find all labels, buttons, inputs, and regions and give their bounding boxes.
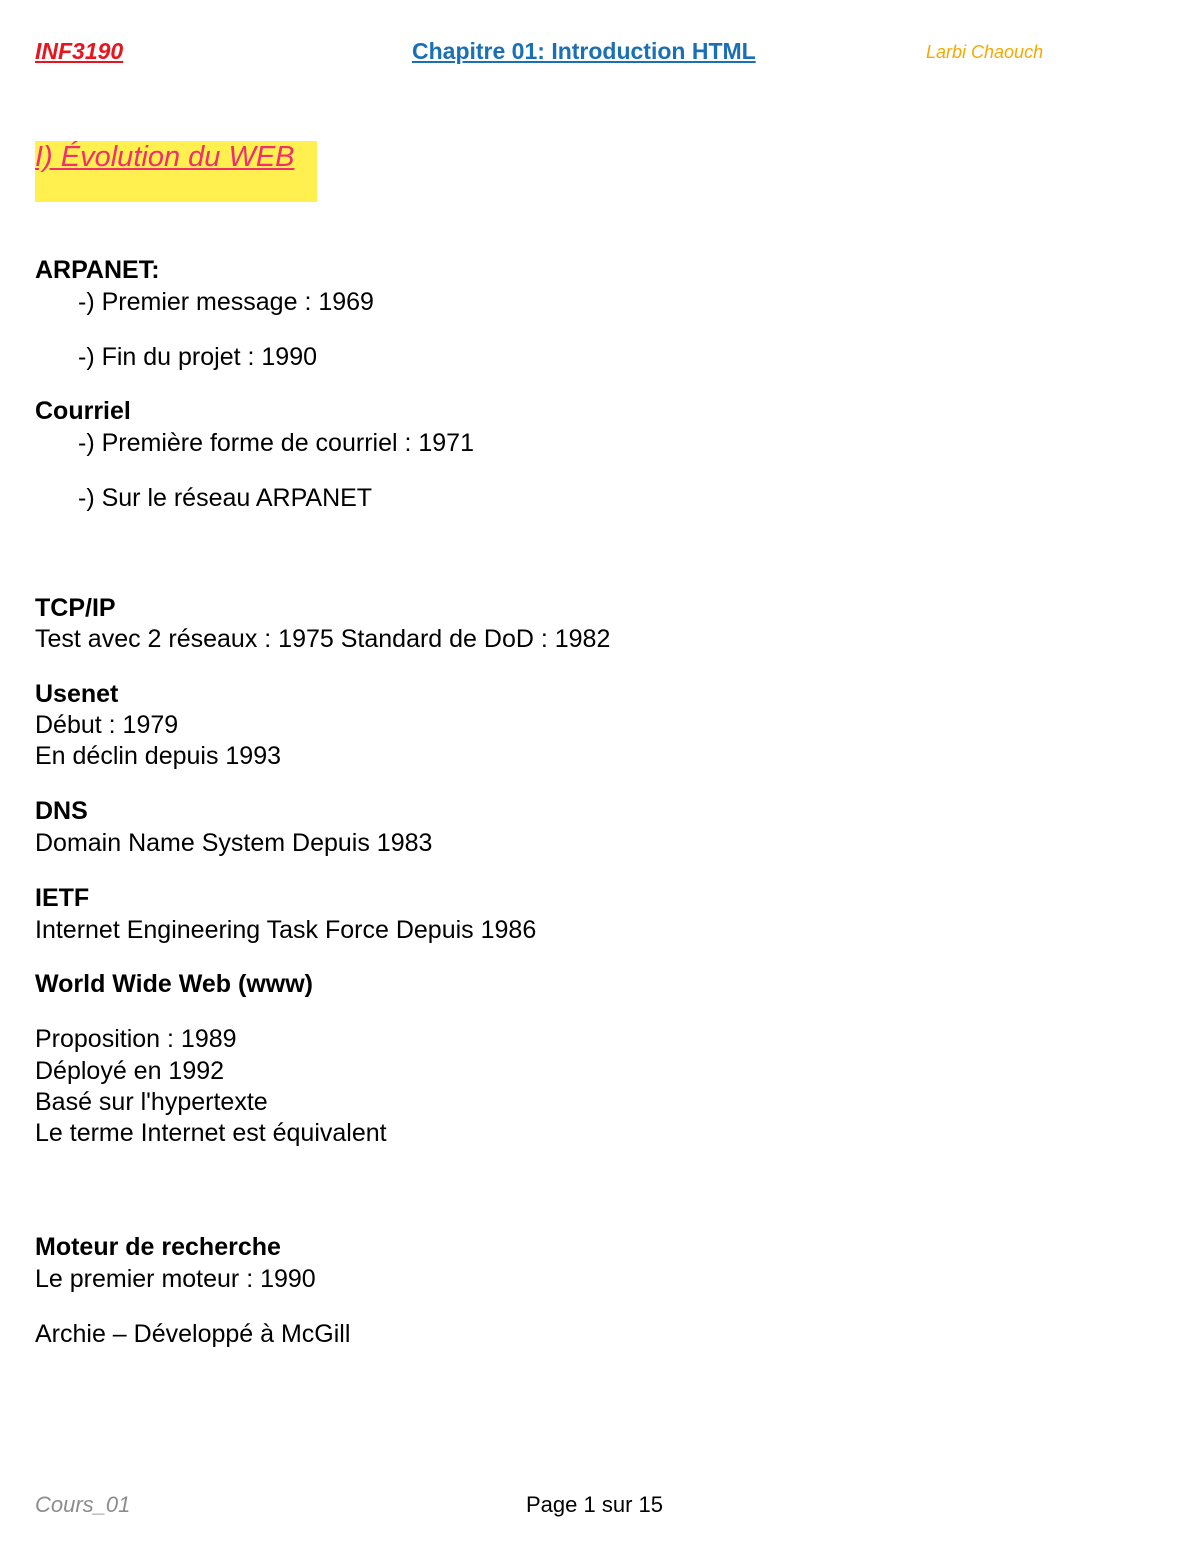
dns-line: Domain Name System Depuis 1983 [35, 829, 433, 857]
arpanet-item: -) Premier message : 1969 [78, 288, 374, 316]
heading-courriel: Courriel [35, 397, 131, 425]
heading-ietf: IETF [35, 884, 90, 912]
tcpip-line: Test avec 2 réseaux : 1975 Standard de DoD : 1982 [35, 625, 611, 653]
header-author: Larbi Chaouch [926, 42, 1044, 62]
footer-page-number: Page 1 sur 15 [526, 1492, 663, 1517]
heading-usenet: Usenet [35, 680, 119, 708]
heading-dns: DNS [35, 797, 88, 825]
heading-www: World Wide Web (www) [35, 970, 314, 998]
section-title: I) Évolution du WEB [35, 141, 295, 173]
www-line: Proposition : 1989 [35, 1025, 237, 1053]
www-line: Basé sur l'hypertexte [35, 1088, 268, 1116]
header-course-code: INF3190 [35, 38, 124, 64]
arpanet-item: -) Fin du projet : 1990 [78, 343, 318, 371]
usenet-line: En déclin depuis 1993 [35, 742, 282, 770]
section-title-highlight [35, 141, 317, 202]
courriel-item: -) Sur le réseau ARPANET [78, 484, 373, 512]
heading-tcpip: TCP/IP [35, 594, 116, 622]
footer-course: Cours_01 [35, 1492, 131, 1517]
www-line: Le terme Internet est équivalent [35, 1119, 387, 1147]
www-line: Déployé en 1992 [35, 1057, 225, 1085]
ietf-line: Internet Engineering Task Force Depuis 1986 [35, 916, 537, 944]
header-chapter-title: Chapitre 01: Introduction HTML [412, 38, 756, 64]
courriel-item: -) Première forme de courriel : 1971 [78, 429, 474, 457]
moteur-line: Le premier moteur : 1990 [35, 1265, 316, 1293]
usenet-line: Début : 1979 [35, 711, 179, 739]
heading-moteur: Moteur de recherche [35, 1233, 281, 1261]
moteur-line: Archie – Développé à McGill [35, 1320, 351, 1348]
heading-arpanet: ARPANET: [35, 256, 160, 284]
